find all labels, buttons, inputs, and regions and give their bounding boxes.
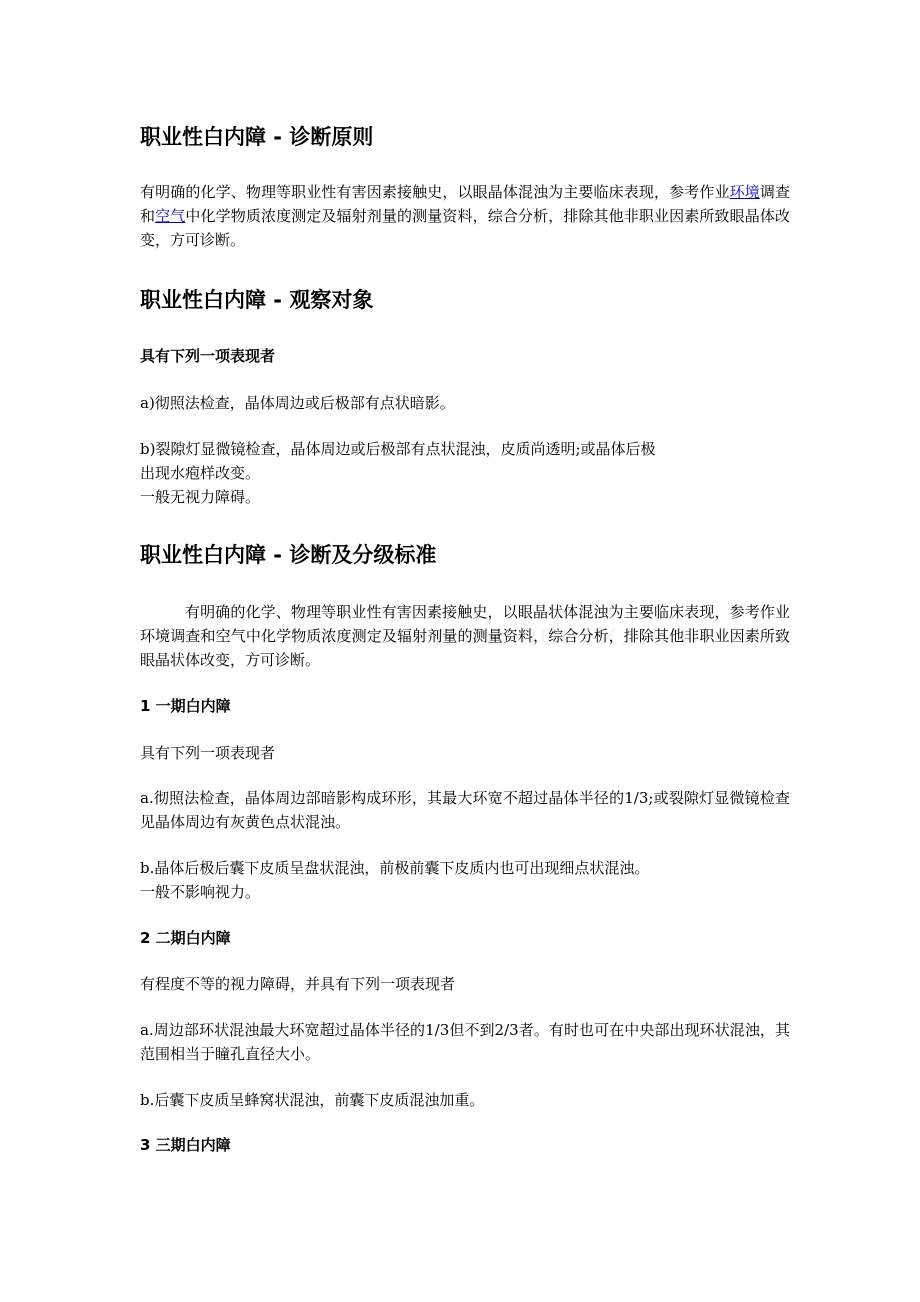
grading-intro-paragraph: 有明确的化学、物理等职业性有害因素接触史，以眼晶状体混浊为主要临床表现，参考作业环境调查和空气中化学物质浓度测定及辐射剂量的测量资料，综合分析，排除其他非职业因素所致眼晶状体改变，方可诊断。 [140, 603, 790, 669]
stage1-item-a: a.彻照法检查，晶体周边部暗影构成环形，其最大环宽不超过晶体半径的1/3;或裂隙灯显微镜检查见晶体周边有灰黄色点状混浊。 [140, 789, 790, 831]
stage2-item-b: b.后囊下皮质呈蜂窝状混浊，前囊下皮质混浊加重。 [140, 1091, 485, 1109]
link-air[interactable]: 空气 [155, 207, 186, 225]
observation-item-a: a)彻照法检查，晶体周边或后极部有点状暗影。 [140, 394, 455, 412]
observation-subheading: 具有下列一项表现者 [140, 347, 276, 365]
heading-grading-standard: 职业性白内障 - 诊断及分级标准 [140, 543, 437, 567]
heading-observation-subject: 职业性白内障 - 观察对象 [140, 288, 374, 312]
stage2-item-a: a.周边部环状混浊最大环宽超过晶体半径的1/3但不到2/3者。有时也可在中央部出现环状混浊，其范围相当于瞳孔直径大小。 [140, 1021, 790, 1063]
stage1-item-b [140, 856, 790, 904]
stage1-lead: 具有下列一项表现者 [140, 744, 276, 762]
stage2-title: 2 二期白内障 [140, 929, 231, 947]
paragraph-text: 调查和 [140, 183, 790, 225]
link-environment[interactable]: 环境 [729, 183, 760, 201]
observation-item-b-note: 一般无视力障碍。 [140, 488, 261, 506]
observation-item-b-line: b)裂隙灯显微镜检查，晶体周边或后极部有点状混浊，皮质尚透明;或晶体后极 [140, 440, 656, 458]
paragraph-text: 有明确的化学、物理等职业性有害因素接触史，以眼晶体混浊为主要临床表现，参考作业 [140, 183, 730, 201]
observation-item-b-line: 出现水疱样改变。 [140, 464, 261, 482]
paragraph-text: 中化学物质浓度测定及辐射剂量的测量资料，综合分析，排除其他非职业因素所致眼晶体改变，方可诊断。 [140, 207, 790, 249]
diagnosis-principle-paragraph [140, 180, 790, 252]
stage1-title: 1 一期白内障 [140, 697, 231, 715]
stage1-item-b-line: b.晶体后极后囊下皮质呈盘状混浊，前极前囊下皮质内也可出现细点状混浊。 [140, 859, 650, 877]
observation-item-b [140, 437, 790, 509]
stage2-lead: 有程度不等的视力障碍，并具有下列一项表现者 [140, 975, 456, 993]
heading-diagnosis-principle: 职业性白内障 - 诊断原则 [140, 125, 374, 149]
stage1-item-b-note: 一般不影响视力。 [140, 883, 261, 901]
stage3-title: 3 三期白内障 [140, 1136, 231, 1154]
